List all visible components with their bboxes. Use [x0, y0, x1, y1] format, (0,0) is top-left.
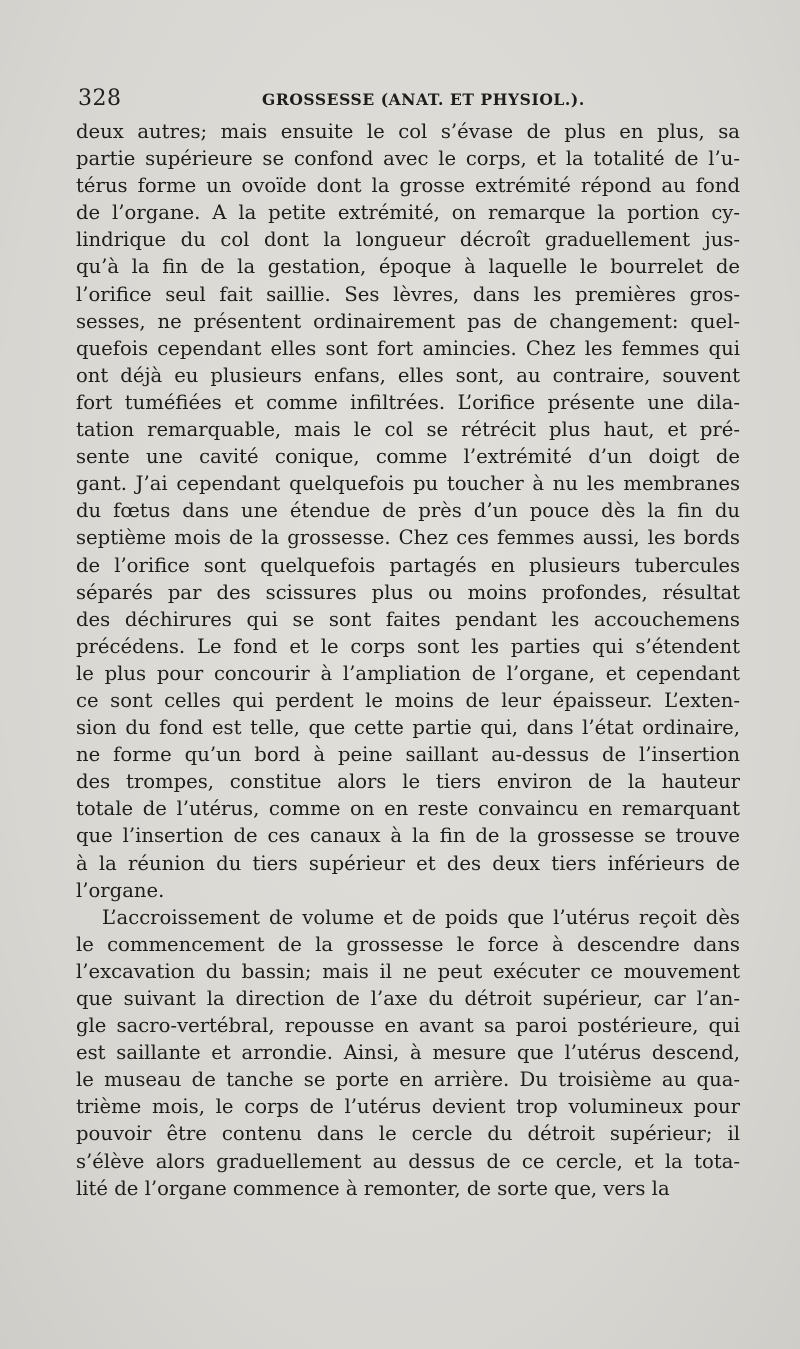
text-line: sion du fond est telle, que cette partie qui, dans l’état ordinaire,: [76, 716, 740, 740]
text-line: qu’à la fin de la gestation, époque à laquelle le bourrelet de: [76, 255, 740, 279]
text-line: de l’organe. A la petite extrémité, on remarque la portion cy-: [76, 201, 740, 225]
text-line: lindrique du col dont la longueur décroît graduellement jus-: [76, 228, 740, 252]
text-line: totale de l’utérus, comme on en reste convaincu en remarquant: [76, 797, 740, 821]
text-line: deux autres; mais ensuite le col s’évase de plus en plus, sa: [76, 120, 740, 143]
text-line: septième mois de la grossesse. Chez ces femmes aussi, les bords: [76, 526, 740, 550]
text-line: sesses, ne présentent ordinairement pas de changement: quel-: [76, 309, 740, 333]
running-title: GROSSESSE (ANAT. ET PHYSIOL.).: [262, 90, 585, 109]
text-line: L’accroissement de volume et de poids que l’utérus reçoit dès: [102, 905, 740, 929]
text-line: quefois cependant elles sont fort amincies. Chez les femmes qui: [76, 336, 740, 360]
text-line: sente une cavité conique, comme l’extrémité d’un doigt de: [76, 445, 740, 469]
text-line: partie supérieure se confond avec le corps, et la totalité de l’u-: [76, 147, 740, 171]
text-line: gant. J’ai cependant quelquefois pu toucher à nu les membranes: [76, 472, 740, 496]
text-line: de l’orifice sont quelquefois partagés en plusieurs tubercules: [76, 553, 740, 577]
text-line: du fœtus dans une étendue de près d’un pouce dès la fin du: [76, 499, 740, 523]
text-line: ne forme qu’un bord à peine saillant au-dessus de l’insertion: [76, 743, 740, 767]
text-line: le commencement de la grossesse le force à descendre dans: [76, 932, 740, 956]
paragraph: [76, 904, 740, 1202]
text-line: ce sont celles qui perdent le moins de leur épaisseur. L’exten-: [76, 688, 740, 712]
text-line: que suivant la direction de l’axe du détroit supérieur, car l’an-: [76, 987, 740, 1010]
body-text: [76, 118, 740, 1202]
text-line: térus forme un ovoïde dont la grosse extrémité répond au fond: [76, 174, 740, 198]
text-line: lité de l’organe commence à remonter, de sorte que, vers la: [76, 1176, 670, 1200]
text-line: des trompes, constitue alors le tiers environ de la hauteur: [76, 770, 740, 794]
text-line: que l’insertion de ces canaux à la fin de la grossesse se trouve: [76, 824, 740, 848]
text-line: des déchirures qui se sont faites pendant les accouchemens: [76, 607, 740, 631]
paragraph: [76, 118, 740, 904]
text-line: précédens. Le fond et le corps sont les parties qui s’étendent: [76, 634, 740, 658]
text-line: l’organe.: [76, 878, 165, 902]
text-line: ont déjà eu plusieurs enfans, elles sont, au contraire, souvent: [76, 363, 740, 387]
text-line: trième mois, le corps de l’utérus devient trop volumineux pour: [76, 1095, 740, 1119]
text-line: à la réunion du tiers supérieur et des deux tiers inférieurs de: [76, 851, 740, 875]
text-line: séparés par des scissures plus ou moins profondes, résultat: [76, 580, 740, 604]
page-number: 328: [78, 86, 122, 111]
text-line: le plus pour concourir à l’ampliation de l’organe, et cependant: [76, 661, 740, 685]
text-line: est saillante et arrondie. Ainsi, à mesure que l’utérus descend,: [76, 1041, 740, 1065]
text-line: tation remarquable, mais le col se rétrécit plus haut, et pré-: [76, 418, 740, 442]
page-header: [78, 86, 738, 116]
text-line: l’excavation du bassin; mais il ne peut exécuter ce mouvement: [76, 959, 740, 983]
text-line: fort tuméfiées et comme infiltrées. L’orifice présente une dila-: [76, 390, 740, 414]
text-line: le museau de tanche se porte en arrière. Du troisième au qua-: [76, 1068, 740, 1092]
text-line: s’élève alors graduellement au dessus de ce cercle, et la tota-: [76, 1149, 740, 1173]
text-line: gle sacro-vertébral, repousse en avant sa paroi postérieure, qui: [76, 1014, 740, 1038]
text-line: l’orifice seul fait saillie. Ses lèvres, dans les premières gros-: [76, 282, 740, 306]
text-line: pouvoir être contenu dans le cercle du détroit supérieur; il: [76, 1122, 740, 1146]
